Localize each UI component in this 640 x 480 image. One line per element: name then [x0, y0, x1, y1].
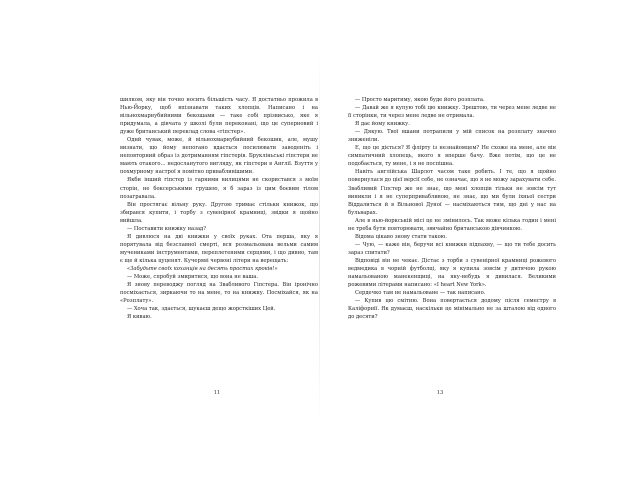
- paragraph: Якби інший гіпстер із гарними вилицями не скористався з моїм сторін, не боксерськими грушею, я б зараз із цим боєвим тілом позагравала.: [120, 177, 318, 200]
- paragraph: Але в нью-йоркській місі це не змінилось. Так може кілька годин і мені не треба бути повторювати, звичайно британською дівчинкою.: [348, 217, 556, 232]
- paragraph: Відома цікаво знову стати такою.: [355, 233, 447, 240]
- paragraph: Навіть англійська Шарлот часом таке робить. І те, що я щойно повернулася до цієї версії себе, не означає, що я не можу зарахувати себе. Звабливий Гіпстер же не знає, що мені хлопців тільки не зовсім тут виникли і я не суперпривабливою, не знає, що ми були іхньої сестри Віддалиться й в Вільнової Дуної — насміхаються тим, що дні у нас на бульварах.: [348, 169, 556, 216]
- book-gutter: [319, 52, 320, 426]
- right-page: [322, 52, 604, 426]
- left-page-body: [120, 96, 318, 321]
- left-page: [36, 52, 318, 426]
- paragraph: «Забудьте своїх коханців на десять простих кроків!»: [127, 265, 278, 272]
- paragraph: Я дивлюся на дві книжки у своїх руках. Ота перша, яку я порятувала від безславної смерті, вся розмальована вельми самим мучениками інструментами, переплетеними серцями, і що дивно, там є ще й кілька цуценят. Кучеряві червоні літери на верещать:: [120, 233, 318, 264]
- paragraph: Відповіді він не чекає. Дістає з торби з сувенірної крамниці рожевого ведмедика в чорній футболці, яку я купила зовсім у дитячою рукою намальованою манекенщиці, на яку-небудь я дивилася. Великими рожевими літерами написано: «I heart New York».: [348, 257, 556, 289]
- paragraph: Я знову переводжу погляд на Звабливого Гіпстера. Він іронічно посміхається, зиркаючи то на мене, то на книжку. Посміхайся, як на «Розплату».: [120, 282, 318, 305]
- paragraph: — Просто маритиму, якою буде його розплата.: [355, 97, 485, 103]
- right-page-number: 13: [436, 390, 444, 396]
- paragraph: Він простягає вільну руку. Другою тримає стільки книжок, що збирався купити, і торбу з сувенірної крамниці, звідки я щойно вийшла.: [120, 201, 318, 224]
- paragraph: — Дякую. Твої вшани потрапили у мій список на розплату значно зниженіли.: [348, 129, 556, 144]
- paragraph: шилком, яку він точно носить більшість часу. Я достатньо прожила в Нью-Йорку, щоб впізнавати таких хлопців. Написано і на вільнохмарнубийними бекошами — таке собі прізвисько, яке я придумала, а дівчата у школі були переконані, що це суперновий і дуже британський переклад слова «гіпстер».: [120, 97, 318, 136]
- paragraph: Я киваю.: [127, 314, 152, 321]
- paragraph: — Купив цю смітню. Вона повертається додому після семестру в Каліфорнії. Як думаєш, наскільки це мінімально не за шталою від одного до десяти?: [348, 298, 556, 321]
- left-page-number: 11: [213, 390, 221, 396]
- paragraph: — Поставити книжку назад?: [127, 225, 207, 232]
- paragraph: Я дає йому книжку.: [355, 121, 410, 128]
- paragraph: Е, що це діється? Я флірту із незнайомцем? Не схоже на мене, але він симпатичний хлопець, якого я вперше бачу. Вже потім, що це не подобається, ту мене, і я не поспішна.: [348, 145, 556, 168]
- paragraph: Сердечко там не намальоване — так написано.: [355, 290, 486, 297]
- paragraph: — Може, спробуй змиритися, що вона не ваша.: [127, 274, 258, 281]
- paragraph: — Хоча так, здається, шукаєш дещо жорсткіших Цей.: [127, 306, 276, 313]
- paragraph: — Давай же я купую тобі цю книжку. Зрештою, ти через мене ледве не її сторінки, ти через мене ледве не отримала.: [348, 105, 556, 120]
- right-page-body: [348, 96, 556, 321]
- paragraph: Однй чувак, може, й вільнохмарнубийний бекошик, але, мушу визнати, що йому непогано вдається посилювати заводеніть і неповторний образ із дотриманням гіпстерів. Брукліньські гіпстери не мають отакого... недосланутого вигляду, як гіпстери в Англії. Взуття у похмурному настрої я помітно привабливішими.: [120, 137, 318, 176]
- paragraph: — Чую, — каже він, беручи всі книжки підпахву, — що ти тебе досить зараз спитати?: [348, 241, 556, 256]
